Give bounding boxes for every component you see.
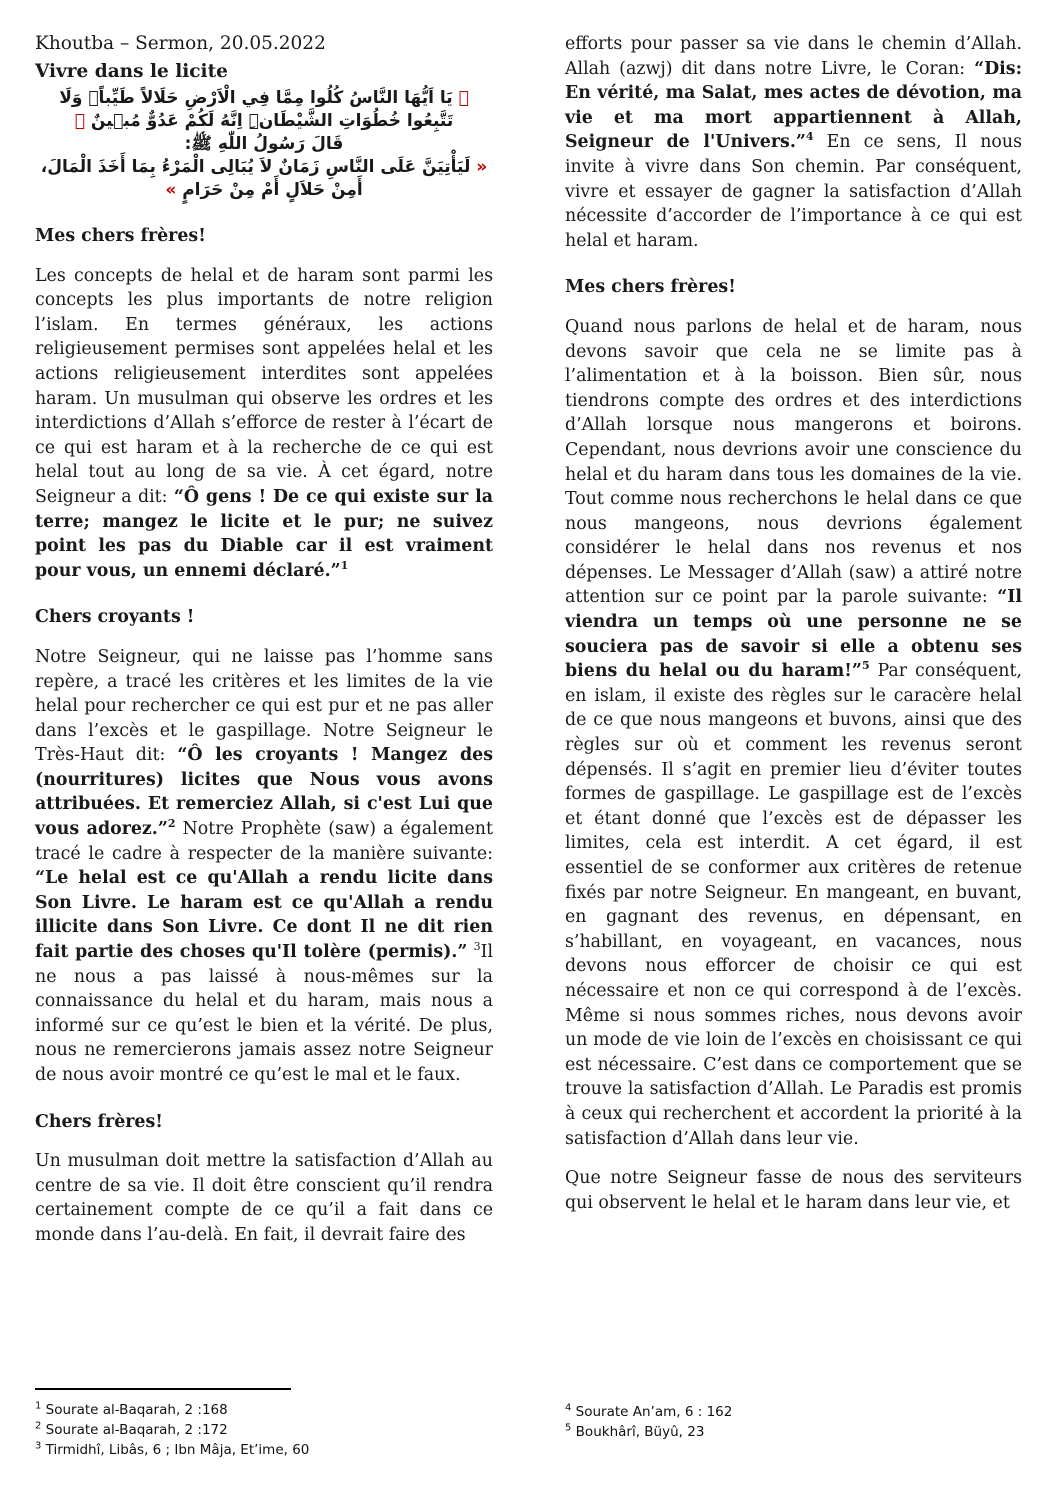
- footnotes-right: [565, 1402, 732, 1442]
- quran-quote: “Dis: En vérité, ma Salat, mes actes de dévotion, ma vie et ma mort appartiennent à Allah, Seigneur de l'Univers.”: [565, 58, 1022, 153]
- hadith-close-bracket: »: [165, 180, 177, 200]
- footnote-text: Sourate An’am, 6 : 162: [575, 1404, 733, 1420]
- footnote-number: 5: [565, 1422, 572, 1434]
- footnote-separator: [35, 1388, 291, 1390]
- section-heading: Chers frères!: [35, 1111, 163, 1132]
- paragraph: [565, 315, 1022, 1151]
- hadith-intro: قَالَ رَسُولُ اللّٰهِ ﷺ:: [184, 134, 344, 154]
- hadith-text: لَيَأْتِيَنَّ عَلَى النَّاسِ زَمَانٌ لاَ يُبَالِى الْمَرْءُ بِمَا أَخَذَ الْمَالَ، أَمِنْ حَلاَلٍ أَمْ مِنْ حَرَامٍ: [40, 157, 471, 200]
- footnote-ref[interactable]: 1: [340, 558, 349, 572]
- hadith-open-bracket: «: [476, 157, 488, 177]
- arabic-quotes: [35, 87, 493, 202]
- footnote-number: 2: [35, 1420, 42, 1432]
- paragraph: Que notre Seigneur fasse de nous des serviteurs qui observent le helal et le haram dans leur vie, et: [565, 1168, 1022, 1213]
- footnote-number: 3: [35, 1440, 42, 1452]
- footnote-text: Tirmidhî, Libâs, 6 ; Ibn Mâja, Et’ime, 60: [45, 1442, 310, 1458]
- footnote-item: [35, 1440, 309, 1460]
- footnote-ref[interactable]: 5: [861, 659, 870, 673]
- paragraph-text: Notre Seigneur, qui ne laisse pas l’homme sans repère, a tracé les critères et les limites de la vie helal pour rechercher ce qui est pur et ne pas aller dans l’excès et le gaspillage. Notre Seigneur le Très-Haut dit:: [35, 646, 493, 766]
- paragraph-text: Il ne nous a pas laissé à nous-mêmes sur la connaissance du helal et du haram, mais nous a informé sur ce qu’est le bien et la vérité. De plus, nous ne remercierons jamais assez notre Seigneur de nous avoir montré ce qu’est le mal et le faux.: [35, 942, 494, 1085]
- paragraph: [35, 264, 493, 584]
- footnote-item: [565, 1402, 732, 1422]
- footnote-text: Sourate al-Baqarah, 2 :172: [45, 1422, 228, 1438]
- arabic-hadith: [35, 156, 493, 202]
- paragraph-text: En ce sens, Il nous invite à vivre dans Son chemin. Par conséquent, vivre et essayer de gagner la satisfaction d’Allah nécessite d’accorder de l’importance à ce qui est helal et haram.: [565, 132, 1022, 251]
- footnotes-left: [35, 1388, 309, 1460]
- footnote-text: Sourate al-Baqarah, 2 :168: [45, 1402, 228, 1418]
- paragraph: [565, 32, 1022, 253]
- paragraph-text: Par conséquent, en islam, il existe des règles sur le caracère helal de ce que nous mangeons et buvons, ainsi que des règles sur où et comment les revenus seront dépensés. Il s’agit en premier lieu d’éviter toutes formes de gaspillage. Le gaspillage est de l’excès et étant donné que l’excès est de dépasser les limites, cela est interdit. A cet égard, il est essentiel de se conformer aux critères de retenue fixés par notre Seigneur. En mangeant, en buvant, en gagnant des revenus, en dépensant, en s’habillant, en voyageant, en vacances, nous devons nous efforcer de choisir ce qui est nécessaire et non ce qui correspond à de l’excès. Même si nous sommes riches, nous devons avoir un mode de vie loin de l’excès en choisissant ce qui est nécessaire. C’est dans ce comportement que se trouve la satisfaction d’Allah. Le Paradis est promis à ceux qui recherchent et accordent la priorité à la satisfaction d’Allah dans leur vie.: [565, 661, 1023, 1149]
- arabic-verse: [35, 87, 493, 133]
- paragraph-text: efforts pour passer sa vie dans le chemin d’Allah. Allah (azwj) dit dans notre Livre, le Coran:: [565, 34, 1022, 79]
- footnote-ref[interactable]: 2: [167, 817, 176, 831]
- footnote-item: [565, 1422, 732, 1442]
- section-heading: Mes chers frères!: [565, 277, 736, 298]
- paragraph-text: Notre Prophète (saw) a également tracé le cadre à respecter de la manière suivante:: [35, 819, 493, 864]
- footnote-text: Boukhârî, Büyû, 23: [575, 1424, 705, 1440]
- footnote-item: [35, 1420, 309, 1440]
- quran-quote: “Ô gens ! De ce qui existe sur la terre; mangez le licite et le pur; ne suivez point les pas du Diable car il est vraiment pour vous, un ennemi déclaré.”: [35, 486, 493, 581]
- footnote-ref[interactable]: 3: [473, 940, 481, 954]
- footnote-ref[interactable]: 4: [805, 130, 814, 144]
- verse-close-bracket: ﴾: [74, 111, 85, 131]
- left-column: [35, 32, 493, 1248]
- footnote-number: 4: [565, 1402, 572, 1414]
- section-heading: Chers croyants !: [35, 607, 195, 628]
- section-heading: Mes chers frères!: [35, 226, 206, 246]
- document-header: Khoutba – Sermon, 20.05.2022: [35, 33, 326, 54]
- verse-open-bracket: ﴿: [458, 88, 469, 108]
- footnote-item: [35, 1400, 309, 1420]
- paragraph-text: Quand nous parlons de helal et de haram, nous devons savoir que cela ne se limite pas à l’alimentation et à la boisson. Bien sûr, nous tiendrons compte des ordres et des interdictions d’Allah lorsque nous mangerons et boirons. Cependant, nous devrions avoir une conscience du helal et du haram dans tous les domaines de la vie. Tout comme nous recherchons le helal dans ce que nous mangeons, nous devrions également considérer le helal dans nos revenus et nos dépenses. Le Messager d’Allah (saw) a attiré notre attention sur ce point par la parole suivante:: [565, 316, 1022, 608]
- document-title: Vivre dans le licite: [35, 61, 228, 82]
- hadith-quote: “Il viendra un temps où une personne ne se souciera pas de savoir si elle a obtenu ses biens du helal ou du haram!”: [565, 587, 1022, 682]
- paragraph-text: Les concepts de helal et de haram sont parmi les concepts les plus importants de notre religion l’islam. En termes généraux, les actions religieusement permises sont appelées helal et les actions religieusement interdites sont appelées haram. Un musulman qui observe les ordres et les interdictions d’Allah s’efforce de rester à l’écart de ce qui est haram et à la recherche de ce qui est helal tout au long de sa vie. À cet égard, notre Seigneur a dit:: [35, 265, 493, 507]
- footnote-number: 1: [35, 1400, 42, 1412]
- paragraph: Un musulman doit mettre la satisfaction d’Allah au centre de sa vie. Il doit être conscient qu’il rendra certainement compte de ce qu’il a fait dans ce monde dans l’au-delà. En fait, il devrait faire des: [35, 1151, 493, 1245]
- quran-quote: “Ô les croyants ! Mangez des (nourritures) licites que Nous vous avons attribuées. Et remerciez Allah, si c'est Lui que vous adorez.”: [35, 745, 493, 840]
- right-column: [565, 32, 1022, 1215]
- verse-text: يَا اَيُّهَا النَّاسُ كُلُوا مِمَّا فِي الْاَرْضِ حَلَالاً طَيِّباًۘ وَلَا تَتَّبِعُوا خُطُوَاتِ الشَّيْطَانِۜ اِنَّهُ لَكُمْ عَدُوٌّ مُب۪ينٌ: [59, 88, 454, 131]
- paragraph: [35, 645, 493, 1088]
- hadith-quote: “Le helal est ce qu'Allah a rendu licite dans Son Livre. Le haram est ce qu'Allah a rendu illicite dans Son Livre. Ce dont Il ne dit rien fait partie des choses qu'Il tolère (permis).”: [35, 868, 493, 963]
